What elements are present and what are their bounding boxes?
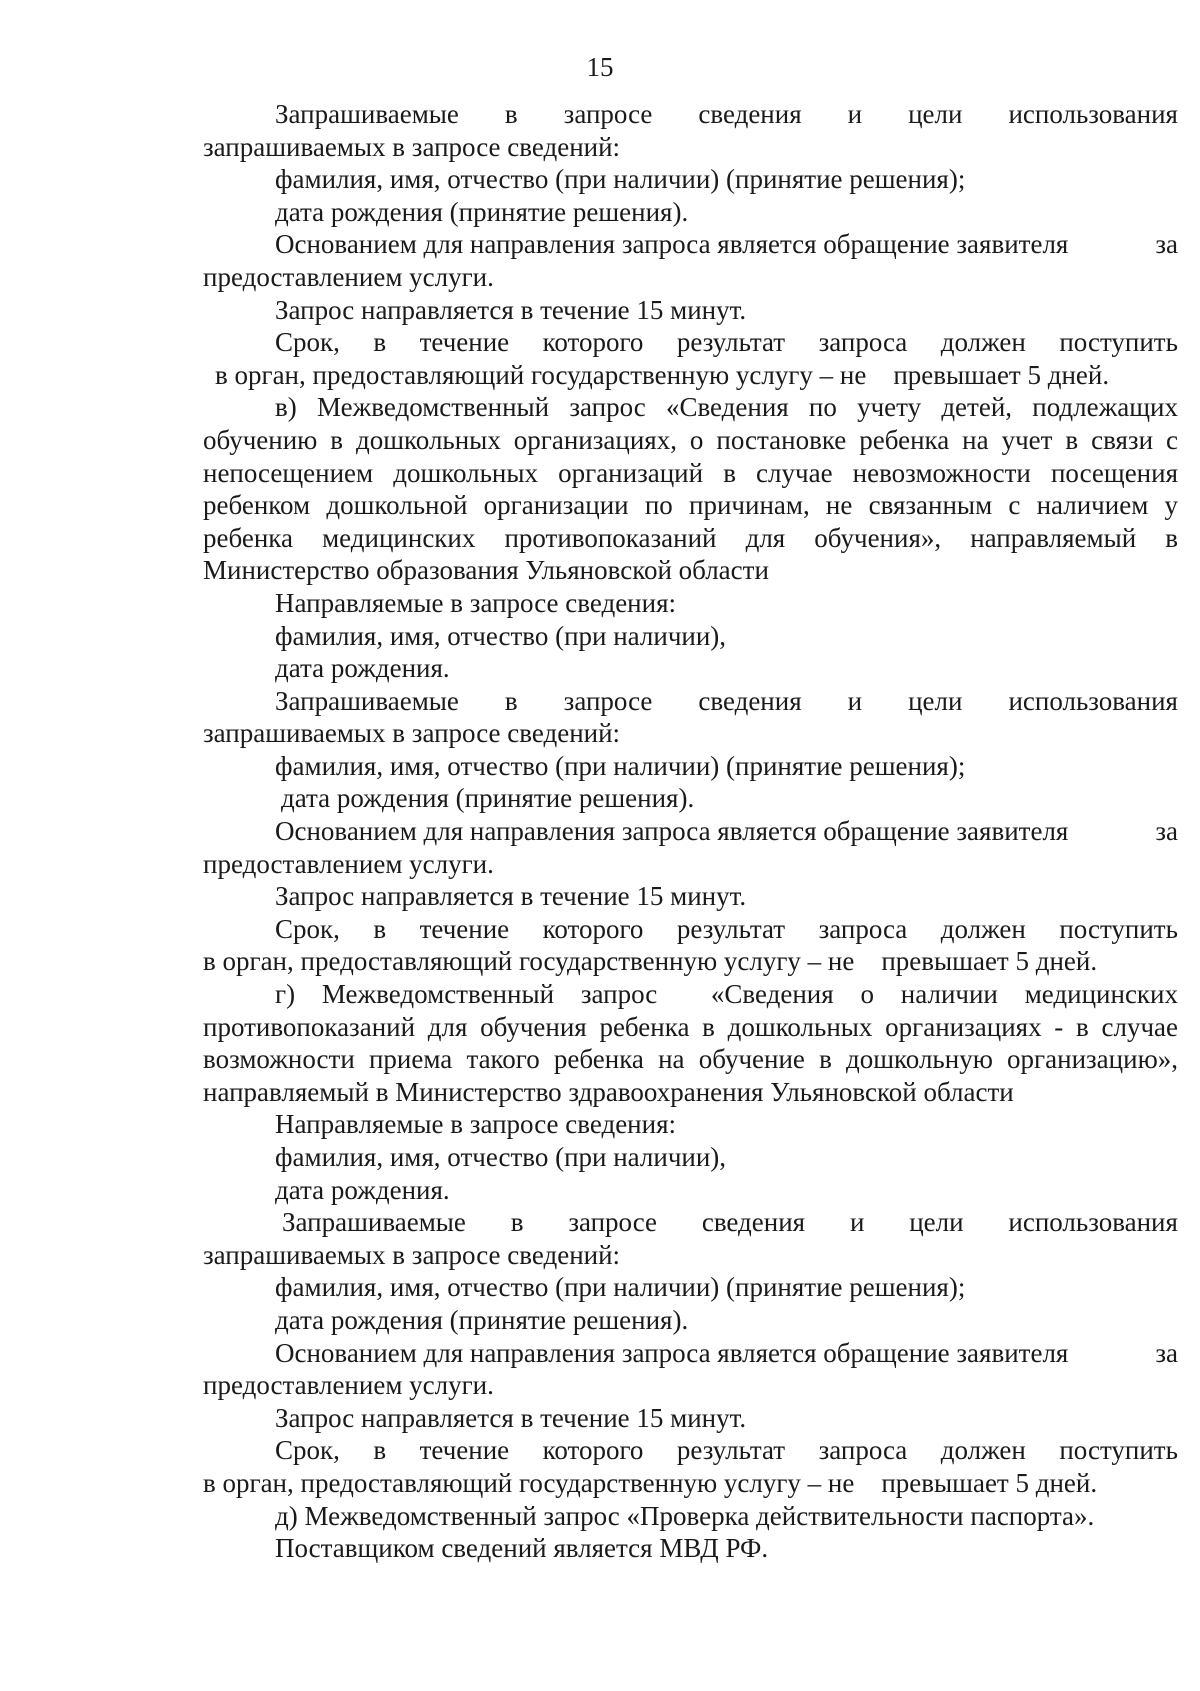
section-v-dob-decision: дата рождения (принятие решения). <box>281 783 695 814</box>
section-g-dob-decision: дата рождения (принятие решения). <box>275 1304 689 1335</box>
sent-within-text: Запрос направляется в течение 15 минут. <box>275 294 747 325</box>
section-g-fio-decision: фамилия, имя, отчество (при наличии) (принятие решения); <box>275 1272 966 1303</box>
section-v-sent-within: Запрос направляется в течение 15 минут. <box>275 881 747 912</box>
section-v-sent-info: Направляемые в запросе сведения: <box>275 587 676 618</box>
section-v-basis-continuation: предоставлением услуги. <box>203 848 494 879</box>
section-g-dob: дата рождения. <box>275 1174 450 1205</box>
section-g-basis-line: Основанием для направления запроса является обращение заявителя за <box>275 1337 1178 1368</box>
basis-line: Основанием для направления запроса является обращение заявителя за <box>275 229 1178 260</box>
section-v-fio: фамилия, имя, отчество (при наличии), <box>275 620 727 651</box>
section-g-paragraph: г) Межведомственный запрос «Сведения о наличии медицинских противопоказаний для обучения ребенка в дошкольных организациях - в случае возможности приема такого ребенка на обучение в дошкольную организацию», направляемый в Министерство здравоохранения Ульяновской области <box>203 979 1185 1107</box>
section-v-dob: дата рождения. <box>275 653 450 684</box>
dob-decision-item: дата рождения (принятие решения). <box>275 196 689 227</box>
section-g-sent-info: Направляемые в запросе сведения: <box>275 1109 676 1140</box>
section-g-requested-continuation: запрашиваемых в запросе сведений: <box>203 1239 621 1270</box>
section-g-requested-line: Запрашиваемые в запросе сведения и цели использования <box>282 1207 1178 1238</box>
fio-decision-item: фамилия, имя, отчество (при наличии) (принятие решения); <box>275 164 966 195</box>
basis-continuation: предоставлением услуги. <box>203 261 494 292</box>
section-v-paragraph: в) Межведомственный запрос «Сведения по учету детей, подлежащих обучению в дошкольных организациях, о постановке ребенка на учет в связи с непосещением дошкольных организаций в случае невозможности посещения ребенком дошкольной организации по причинам, не связанным с наличием у ребенка медицинских противопоказаний для обучения», направляемый в Министерство образования Ульяновской области <box>203 392 1178 586</box>
section-d-paragraph: д) Межведомственный запрос «Проверка действительности паспорта». <box>275 1500 1095 1531</box>
section-g-fio: фамилия, имя, отчество (при наличии), <box>275 1142 727 1172</box>
section-v-fio-decision: фамилия, имя, отчество (при наличии) (принятие решения); <box>275 750 966 781</box>
section-v-term-line: Срок, в течение которого результат запроса должен поступить <box>275 913 1178 944</box>
section-g-sent-within: Запрос направляется в течение 15 минут. <box>275 1402 747 1433</box>
requested-info-continuation: запрашиваемых в запросе сведений: <box>203 131 621 162</box>
section-g-term-continuation: в орган, предоставляющий государственную услугу – не превышает 5 дней. <box>203 1467 1098 1498</box>
section-v-term-continuation: в орган, предоставляющий государственную услугу – не превышает 5 дней. <box>203 946 1098 977</box>
term-continuation: в орган, предоставляющий государственную услугу – не превышает 5 дней. <box>215 359 1110 390</box>
requested-info-line: Запрашиваемые в запросе сведения и цели использования <box>275 99 1178 129</box>
section-v-requested-line: Запрашиваемые в запросе сведения и цели использования <box>275 685 1178 716</box>
section-v-basis-line: Основанием для направления запроса является обращение заявителя за <box>275 816 1178 847</box>
document-body <box>203 98 1185 1565</box>
section-g-basis-continuation: предоставлением услуги. <box>203 1370 494 1401</box>
section-d-provider: Поставщиком сведений является МВД РФ. <box>275 1533 769 1564</box>
section-v-requested-continuation: запрашиваемых в запросе сведений: <box>203 718 621 749</box>
term-line: Срок, в течение которого результат запроса должен поступить <box>275 327 1178 358</box>
page-number: 15 <box>586 52 614 82</box>
section-g-term-line: Срок, в течение которого результат запроса должен поступить <box>275 1435 1178 1466</box>
